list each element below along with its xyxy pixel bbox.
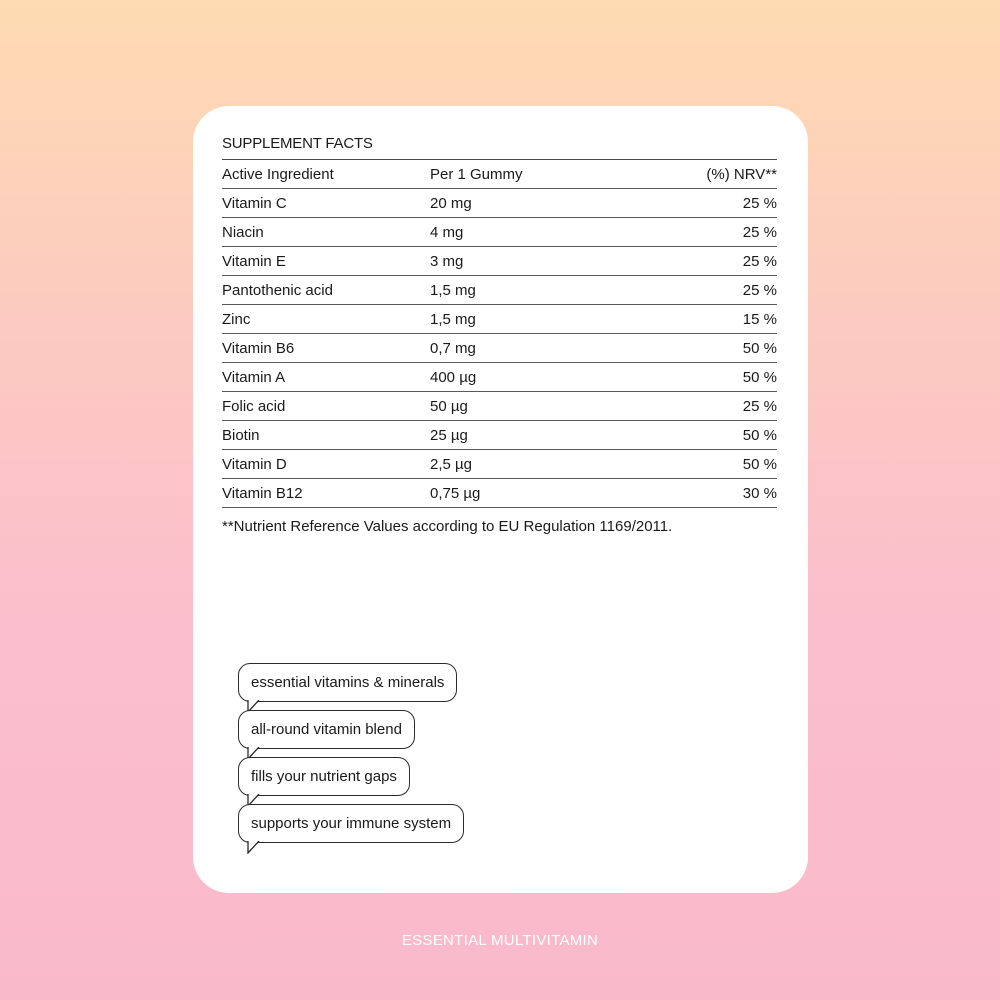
ingredient-amount: 0,7 mg xyxy=(430,339,476,357)
table-row xyxy=(222,392,777,421)
ingredient-name: Vitamin B6 xyxy=(222,339,295,357)
benefit-bubbles xyxy=(238,663,464,851)
benefit-bubble xyxy=(238,804,464,843)
table-row xyxy=(222,276,777,305)
ingredient-amount: 20 mg xyxy=(430,194,472,212)
table-row xyxy=(222,479,777,508)
nrv-footnote: **Nutrient Reference Values according to EU Regulation 1169/2011. xyxy=(222,518,673,535)
table-row xyxy=(222,334,777,363)
ingredient-nrv: 15 % xyxy=(742,310,777,328)
ingredient-nrv: 50 % xyxy=(742,426,777,444)
ingredient-name: Pantothenic acid xyxy=(222,281,333,299)
benefit-text: fills your nutrient gaps xyxy=(251,768,397,785)
benefit-text: supports your immune system xyxy=(251,815,452,832)
facts-title: SUPPLEMENT FACTS xyxy=(222,134,777,160)
speech-tail-icon xyxy=(247,841,261,854)
ingredient-name: Vitamin D xyxy=(222,455,287,473)
ingredient-nrv: 25 % xyxy=(742,194,777,212)
table-row xyxy=(222,421,777,450)
header-amount: Per 1 Gummy xyxy=(430,165,523,183)
supplement-card xyxy=(193,106,808,893)
ingredient-amount: 0,75 µg xyxy=(430,484,481,502)
ingredient-nrv: 25 % xyxy=(742,281,777,299)
ingredient-name: Folic acid xyxy=(222,397,286,415)
ingredient-name: Niacin xyxy=(222,223,264,241)
table-row xyxy=(222,218,777,247)
header-ingredient: Active Ingredient xyxy=(222,165,334,183)
ingredient-name: Biotin xyxy=(222,426,260,444)
benefit-bubble xyxy=(238,710,415,749)
ingredient-amount: 3 mg xyxy=(430,252,464,270)
ingredient-name: Vitamin E xyxy=(222,252,286,270)
ingredient-nrv: 25 % xyxy=(742,397,777,415)
ingredient-amount: 25 µg xyxy=(430,426,468,444)
ingredient-nrv: 25 % xyxy=(742,223,777,241)
table-row xyxy=(222,363,777,392)
benefit-text: all-round vitamin blend xyxy=(251,721,402,738)
product-name: ESSENTIAL MULTIVITAMIN xyxy=(401,932,599,949)
ingredient-amount: 1,5 mg xyxy=(430,310,476,328)
ingredient-amount: 2,5 µg xyxy=(430,455,473,473)
ingredient-nrv: 50 % xyxy=(742,455,777,473)
benefit-bubble xyxy=(238,663,457,702)
ingredient-nrv: 50 % xyxy=(742,368,777,386)
ingredient-nrv: 50 % xyxy=(742,339,777,357)
table-row xyxy=(222,189,777,218)
table-header-row xyxy=(222,160,777,189)
benefit-bubble xyxy=(238,757,410,796)
header-nrv: (%) NRV** xyxy=(706,165,777,183)
ingredient-name: Vitamin B12 xyxy=(222,484,303,502)
table-row xyxy=(222,450,777,479)
ingredient-nrv: 30 % xyxy=(742,484,777,502)
ingredient-amount: 50 µg xyxy=(430,397,468,415)
ingredient-amount: 1,5 mg xyxy=(430,281,476,299)
benefit-text: essential vitamins & minerals xyxy=(251,674,445,691)
ingredient-name: Vitamin C xyxy=(222,194,287,212)
ingredient-amount: 400 µg xyxy=(430,368,477,386)
ingredient-name: Vitamin A xyxy=(222,368,286,386)
ingredient-nrv: 25 % xyxy=(742,252,777,270)
supplement-facts-table xyxy=(222,134,777,535)
ingredient-amount: 4 mg xyxy=(430,223,464,241)
table-row xyxy=(222,305,777,334)
table-row xyxy=(222,247,777,276)
ingredient-name: Zinc xyxy=(222,310,251,328)
